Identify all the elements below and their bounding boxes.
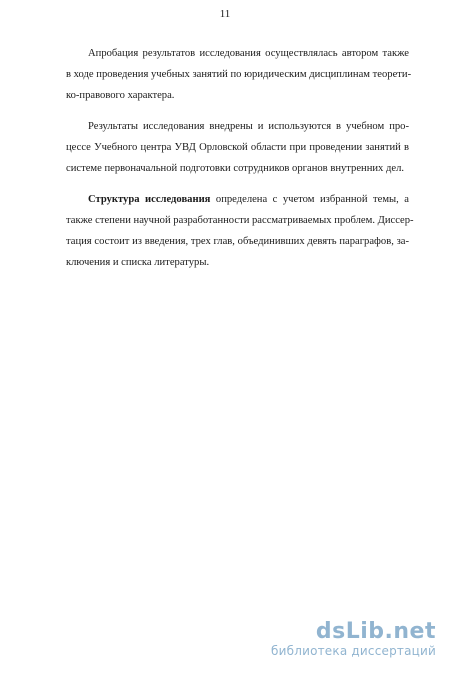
text-line: Результаты исследования внедрены и используются в учебном про- xyxy=(88,121,409,132)
watermark-tagline: библиотека диссертаций xyxy=(271,644,436,658)
structure-heading: Структура исследования xyxy=(88,194,211,205)
watermark xyxy=(266,620,436,658)
text-line: в ходе проведения учебных занятий по юридическим дисциплинам теорети- xyxy=(66,69,412,80)
paragraph-approbation xyxy=(66,43,412,106)
text-line: тация состоит из введения, трех глав, объединивших девять параграфов, за- xyxy=(66,236,409,247)
text-line: Апробация результатов исследования осуществлялась автором также xyxy=(88,48,409,59)
text-line xyxy=(66,189,409,210)
text-line: системе первоначальной подготовки сотрудников органов внутренних дел. xyxy=(66,163,405,174)
text-fragment: определена с учетом избранной темы, а xyxy=(210,194,409,205)
paragraph-structure xyxy=(66,189,414,273)
text-line: ко-правового характера. xyxy=(66,90,175,101)
paragraph-implementation xyxy=(66,116,409,179)
text-line: цессе Учебного центра УВД Орловской области при проведении занятий в xyxy=(66,142,409,153)
page-number: 11 xyxy=(219,8,231,20)
text-line: ключения и списка литературы. xyxy=(66,257,210,268)
text-line: также степени научной разработанности рассматриваемых проблем. Диссер- xyxy=(66,215,414,226)
watermark-logo: dsLib.net xyxy=(315,619,436,644)
document-body xyxy=(66,43,414,273)
